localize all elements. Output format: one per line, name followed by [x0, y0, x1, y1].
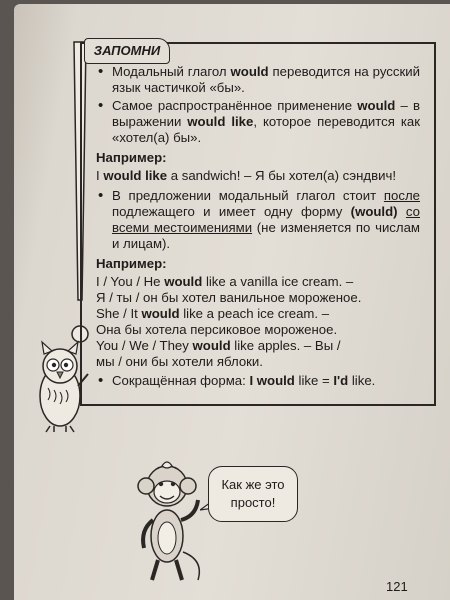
example-heading: Например: [96, 256, 167, 271]
text: В предложении модальный глагол стоит [112, 188, 384, 203]
underlined-word: после [383, 188, 420, 203]
text: подлежащего и имеет одну форму [112, 204, 351, 219]
text: (не изменяется по числам и лицам). [112, 220, 420, 251]
text: Сокращённая форма: [112, 373, 250, 388]
text: She / It [96, 306, 142, 321]
example-line [96, 274, 420, 290]
text: Самое распространённое применение [112, 98, 358, 113]
text: You / We / They [96, 338, 193, 353]
bold-word: would [192, 338, 231, 353]
bullet-would-like-usage [96, 98, 420, 146]
text: a sandwich! – Я бы хотел(а) сэндвич! [167, 168, 397, 183]
example-line [96, 338, 420, 354]
bold-word: would [230, 64, 269, 79]
text: like apples. – Вы / [230, 338, 341, 353]
example-line: Я / ты / он бы хотел ванильное мороженое. [96, 290, 362, 305]
bold-word: would [164, 274, 203, 289]
text: I / You / He [96, 274, 165, 289]
speech-bubble: Как же это просто! [208, 466, 298, 522]
remember-tag: ЗАПОМНИ [84, 38, 170, 64]
book-page [14, 4, 450, 600]
bold-word: (would) [350, 204, 398, 219]
bold-word: I'd [333, 373, 349, 388]
text: переводится на русский язык частичкой «бы». [112, 64, 420, 95]
text: like. [348, 373, 376, 388]
bullet-word-order [96, 188, 420, 252]
bullet-would-translation [96, 64, 420, 96]
page-number: 121 [386, 579, 408, 594]
text: like = [294, 373, 334, 388]
example-sentence [96, 168, 420, 184]
bullet-short-form [96, 373, 420, 389]
bold-word: would like [103, 168, 168, 183]
example-line: мы / они бы хотели яблоки. [96, 354, 263, 369]
bold-word: would [141, 306, 180, 321]
text: – в выражении [112, 98, 420, 129]
owl-illustration-icon [30, 338, 90, 434]
text: I [96, 168, 104, 183]
bold-word: would like [187, 114, 254, 129]
underlined-word: со всеми местоимениями [112, 204, 420, 235]
text: like a vanilla ice cream. – [202, 274, 354, 289]
text: , которое переводится как «хотел(а) бы». [112, 114, 421, 145]
bold-word: I would [249, 373, 295, 388]
monkey-illustration-icon [126, 456, 208, 586]
text: Модальный глагол [112, 64, 231, 79]
example-heading: Например: [96, 150, 167, 165]
bold-word: would [357, 98, 396, 113]
rule-content [96, 64, 420, 391]
example-line [96, 306, 420, 322]
example-line: Она бы хотела персиковое мороженое. [96, 322, 338, 337]
text [398, 204, 406, 219]
text: like a peach ice cream. – [179, 306, 330, 321]
